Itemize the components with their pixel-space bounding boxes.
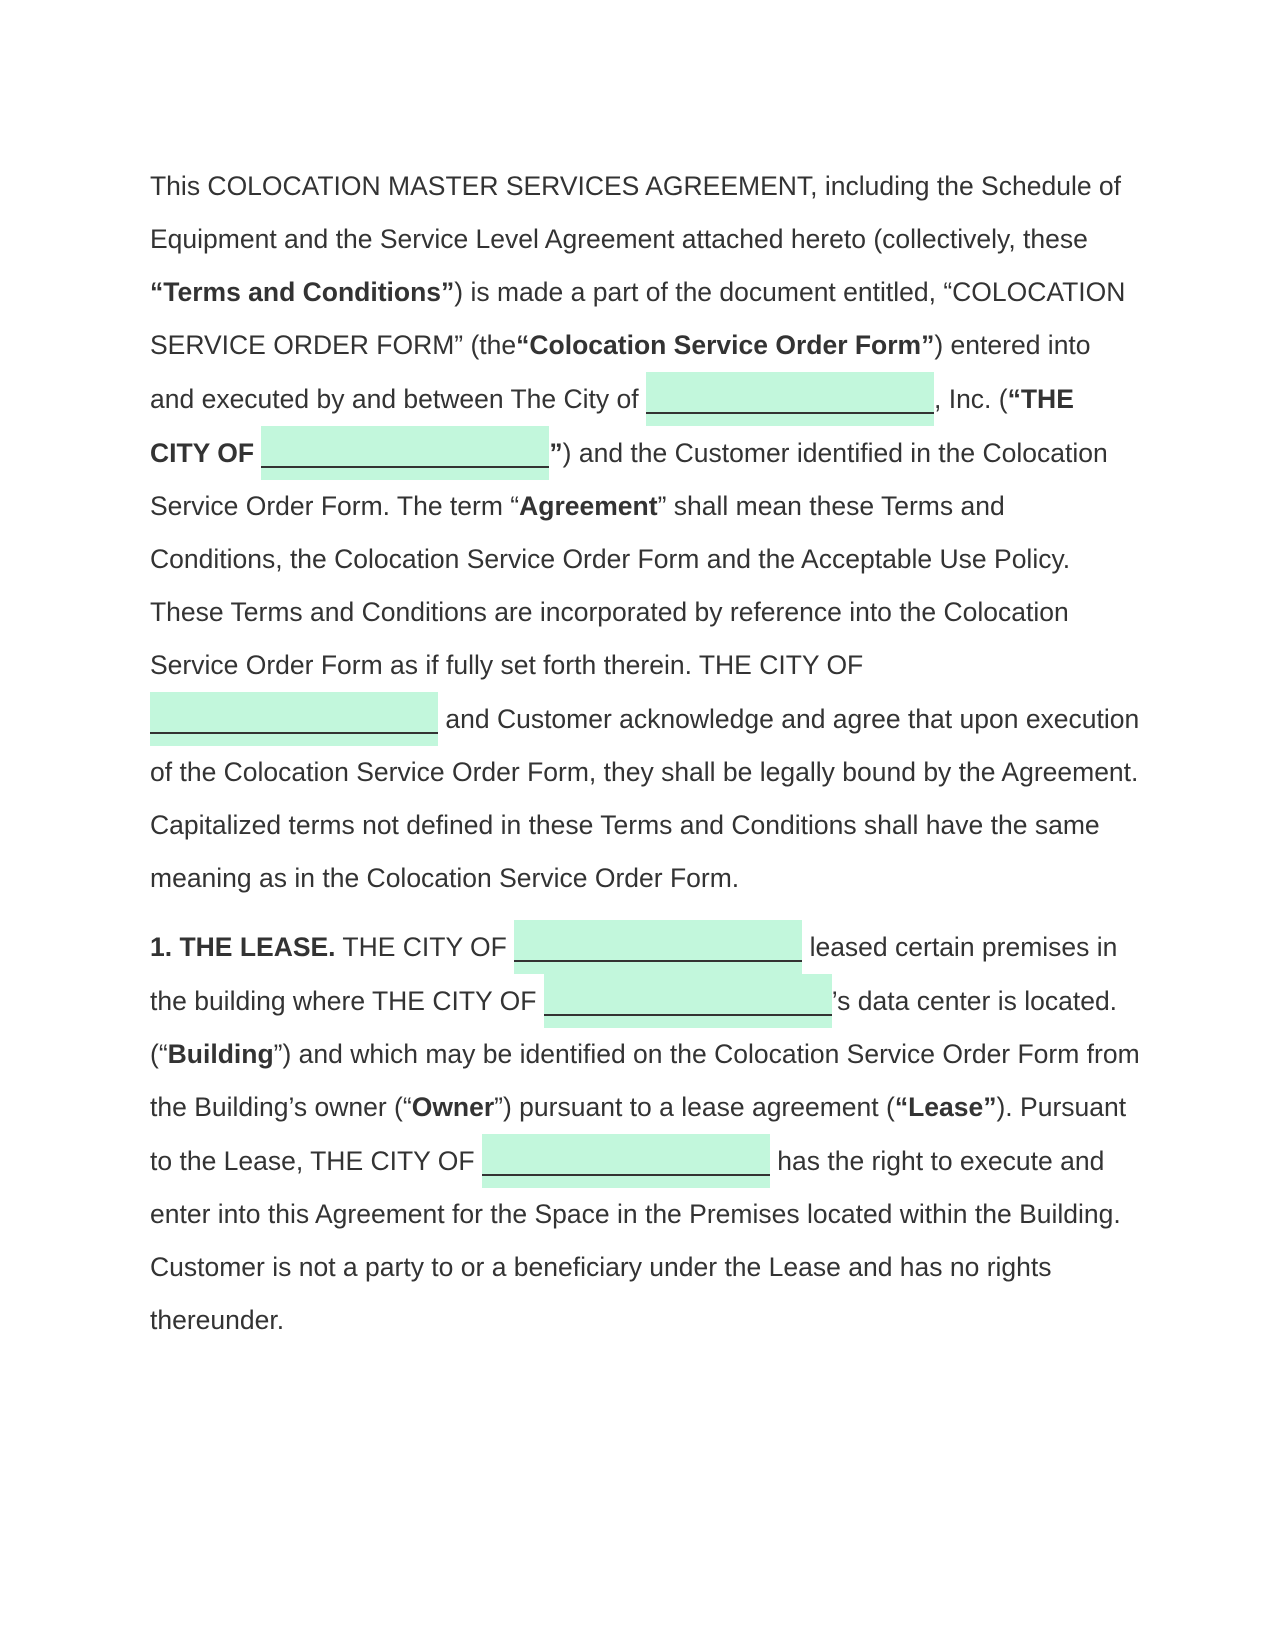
lease-text-7: has the right to execute and enter into this Agreement for the Space in the Premises located within the Building. Customer is not a party to or a beneficiary under the Lease and has no rights thereunder.	[150, 1146, 1121, 1335]
city-name-field-4[interactable]	[514, 920, 802, 974]
lease-text-3: ’s data center is located. (“	[150, 986, 1118, 1069]
city-name-field-2[interactable]	[261, 426, 549, 480]
defined-term-the-city-of: “THE CITY OF	[150, 384, 1074, 468]
defined-term-service-order-form: “Colocation Service Order Form”	[516, 330, 935, 360]
defined-term-close-quote: ”	[549, 438, 563, 468]
paragraph-spacer	[150, 905, 1140, 920]
city-name-field-6[interactable]	[482, 1134, 770, 1188]
lease-text-4: ”) and which may be identified on the Colocation Service Order Form from the Building’s owner (“	[150, 1039, 1140, 1122]
intro-text-1: This COLOCATION MASTER SERVICES AGREEMENT, including the Schedule of Equipment and the Service Level Agreement attached hereto (collectively, these	[150, 171, 1122, 254]
defined-term-agreement: Agreement	[519, 491, 658, 521]
section-heading-lease: 1. THE LEASE.	[150, 932, 336, 962]
defined-term-lease: “Lease”	[894, 1092, 997, 1122]
intro-paragraph	[150, 160, 1140, 905]
lease-text-5: ”) pursuant to a lease agreement (	[494, 1092, 895, 1122]
defined-term-owner: Owner	[411, 1092, 495, 1122]
intro-text-5: ) and the Customer identified in the Colocation Service Order Form. The term “	[150, 438, 1108, 521]
city-name-field-5[interactable]	[544, 974, 832, 1028]
lease-text-2: leased certain premises in the building where THE CITY OF	[150, 932, 1118, 1016]
intro-text-3: ) entered into and executed by and between The City of	[150, 330, 1091, 414]
intro-text-7: and Customer acknowledge and agree that upon execution of the Colocation Service Order Form, they shall be legally bound by the Agreement. Capitalized terms not defined in these Terms and Conditions shall have the same meaning as in the Colocation Service Order Form.	[150, 704, 1140, 893]
city-name-field-1[interactable]	[646, 372, 934, 426]
intro-text-2: ) is made a part of the document entitled, “COLOCATION SERVICE ORDER FORM” (the	[150, 277, 1126, 360]
defined-term-building: Building	[167, 1039, 274, 1069]
defined-term-terms-and-conditions: “Terms and Conditions”	[150, 277, 455, 307]
lease-text-6: ). Pursuant to the Lease, THE CITY OF	[150, 1092, 1127, 1176]
intro-text-4: , Inc. (	[933, 384, 1008, 414]
intro-text-6: ” shall mean these Terms and Conditions, the Colocation Service Order Form and the Acceptable Use Policy. These Terms and Conditions are incorporated by reference into the Colocation Service Order Form as if fully set forth therein. THE CITY OF	[150, 491, 1071, 680]
document-page	[150, 160, 1140, 1347]
lease-text-1: THE CITY OF	[335, 932, 515, 962]
lease-section	[150, 920, 1140, 1347]
city-name-field-3[interactable]	[150, 692, 438, 746]
